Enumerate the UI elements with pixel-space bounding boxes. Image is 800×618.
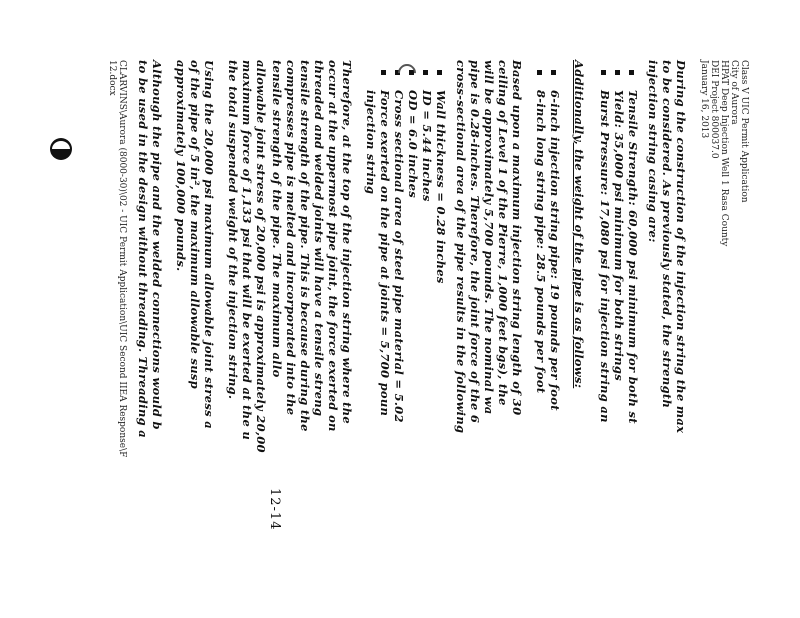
bullet-wall-thickness: Wall thickness = 0.28 inches [434,90,448,284]
paragraph-4-line-5: compresses pipe is melted and incorporated into the [284,60,298,416]
bullet-icon [423,70,428,75]
bullet-6in-pipe: 6-inch injection string pipe: 19 pounds per foot [548,90,562,411]
bullet-icon [437,70,442,75]
paragraph-2: Additionally, the weight of the pipe is as follows: [572,60,586,389]
paragraph-4-line-8: maximum force of 1,133 psi that will be exerted at the u [240,60,254,441]
bullet-burst: Burst Pressure: 17,080 psi for injection string an [598,90,612,423]
bullet-8in-pipe: 8-inch long string pipe: 28.5 pounds per foot [534,90,548,394]
document-page [260,0,780,618]
bullet-icon [629,70,634,75]
page-number: 12-14 [267,488,282,531]
bullet-icon [381,70,386,75]
bullet-yield: Yield: 35,000 psi minimum for both strings [612,90,626,381]
paragraph-4-line-1: Therefore, at the top of the injection string where the [340,60,354,425]
header-line-1: Class V UIC Permit Application [739,60,749,203]
page-number-wrapper [267,488,286,530]
document-page-continued [0,0,266,618]
bullet-icon [537,70,542,75]
bullet-od: OD = 6.0 inches [406,90,420,199]
bullet-cross-section: Cross sectional area of steel pipe material = 5.02 [392,90,406,423]
bullet-icon [615,70,620,75]
bullet-force-line-1: Force exerted on the pipe at joints = 5,700 poun [378,90,392,417]
punch-hole-icon [50,138,72,160]
paragraph-4-line-3: threaded and welded joints will have a tensile streng [312,60,326,417]
header-line-3: HPAT Deep Injection Well 1 Rasa County [719,60,729,247]
header-line-2: City of Aurora [729,60,739,125]
paragraph-1-line-1: During the construction of the injection string the max [674,60,688,434]
paragraph-4-line-6: tensile strength of the pipe. The maximum allo [270,60,284,378]
paragraph-5-line-2: of the pipe of 5 in², the maximum allowable susp [188,60,202,390]
paragraph-5-line-1: Using the 20,000 psi maximum allowable joint stress a [202,60,216,430]
header-line-4: DEI Project 800037.0 [709,60,719,159]
paragraph-4-line-4: tensile strength of the pipe. This is because during the [298,60,312,432]
footer-path-line-1: CLARVINS\Aurora (8000-30)\02 - UIC Permit Application\UIC Second IIEA Response\F [117,60,127,458]
paragraph-5-line-3: approximately 100,000 pounds. [174,60,188,272]
paragraph-4-line-2: occur at the uppermost pipe joint, the force exerted on [326,60,340,432]
paragraph-3-line-5: cross-sectional area of the pipe results in the following [454,60,468,434]
bullet-icon [601,70,606,75]
header-line-5: January 16, 2013 [699,60,709,139]
paragraph-3-line-2: ceiling of Level 1 of the Pierre, 1,000 feet bgs), the [496,60,510,406]
paragraph-6-line-1: Although the pipe and the welded connections would b [150,60,164,430]
paragraph-1-line-3: injection string casing are: [646,60,660,243]
bullet-icon [551,70,556,75]
footer-path-line-2: 12.docx [107,60,117,96]
paragraph-6-line-2: to be used in the design without threading. Threading a [136,60,150,438]
paragraph-3-line-1: Based upon a maximum injection string length of 30 [510,60,524,416]
paragraph-3-line-3: will be approximately 5,700 pounds. The nominal wa [482,60,496,415]
bullet-id: ID = 5.44 inches [420,90,434,202]
paragraph-4-line-9: the total suspended weight of the injection string. [226,60,240,400]
bullet-force-line-2: injection string [364,90,378,195]
paragraph-4-line-7: allowable joint stress of 20,000 psi is approximately 20,00 [254,60,268,453]
bullet-tensile: Tensile Strength: 60,000 psi minimum for both st [626,90,640,424]
paragraph-3-line-4: pipe is 0.28-inches. Therefore, the joint force of the 6 [468,60,482,424]
paragraph-1-line-2: to be considered. As previously stated, the strength [660,60,674,409]
